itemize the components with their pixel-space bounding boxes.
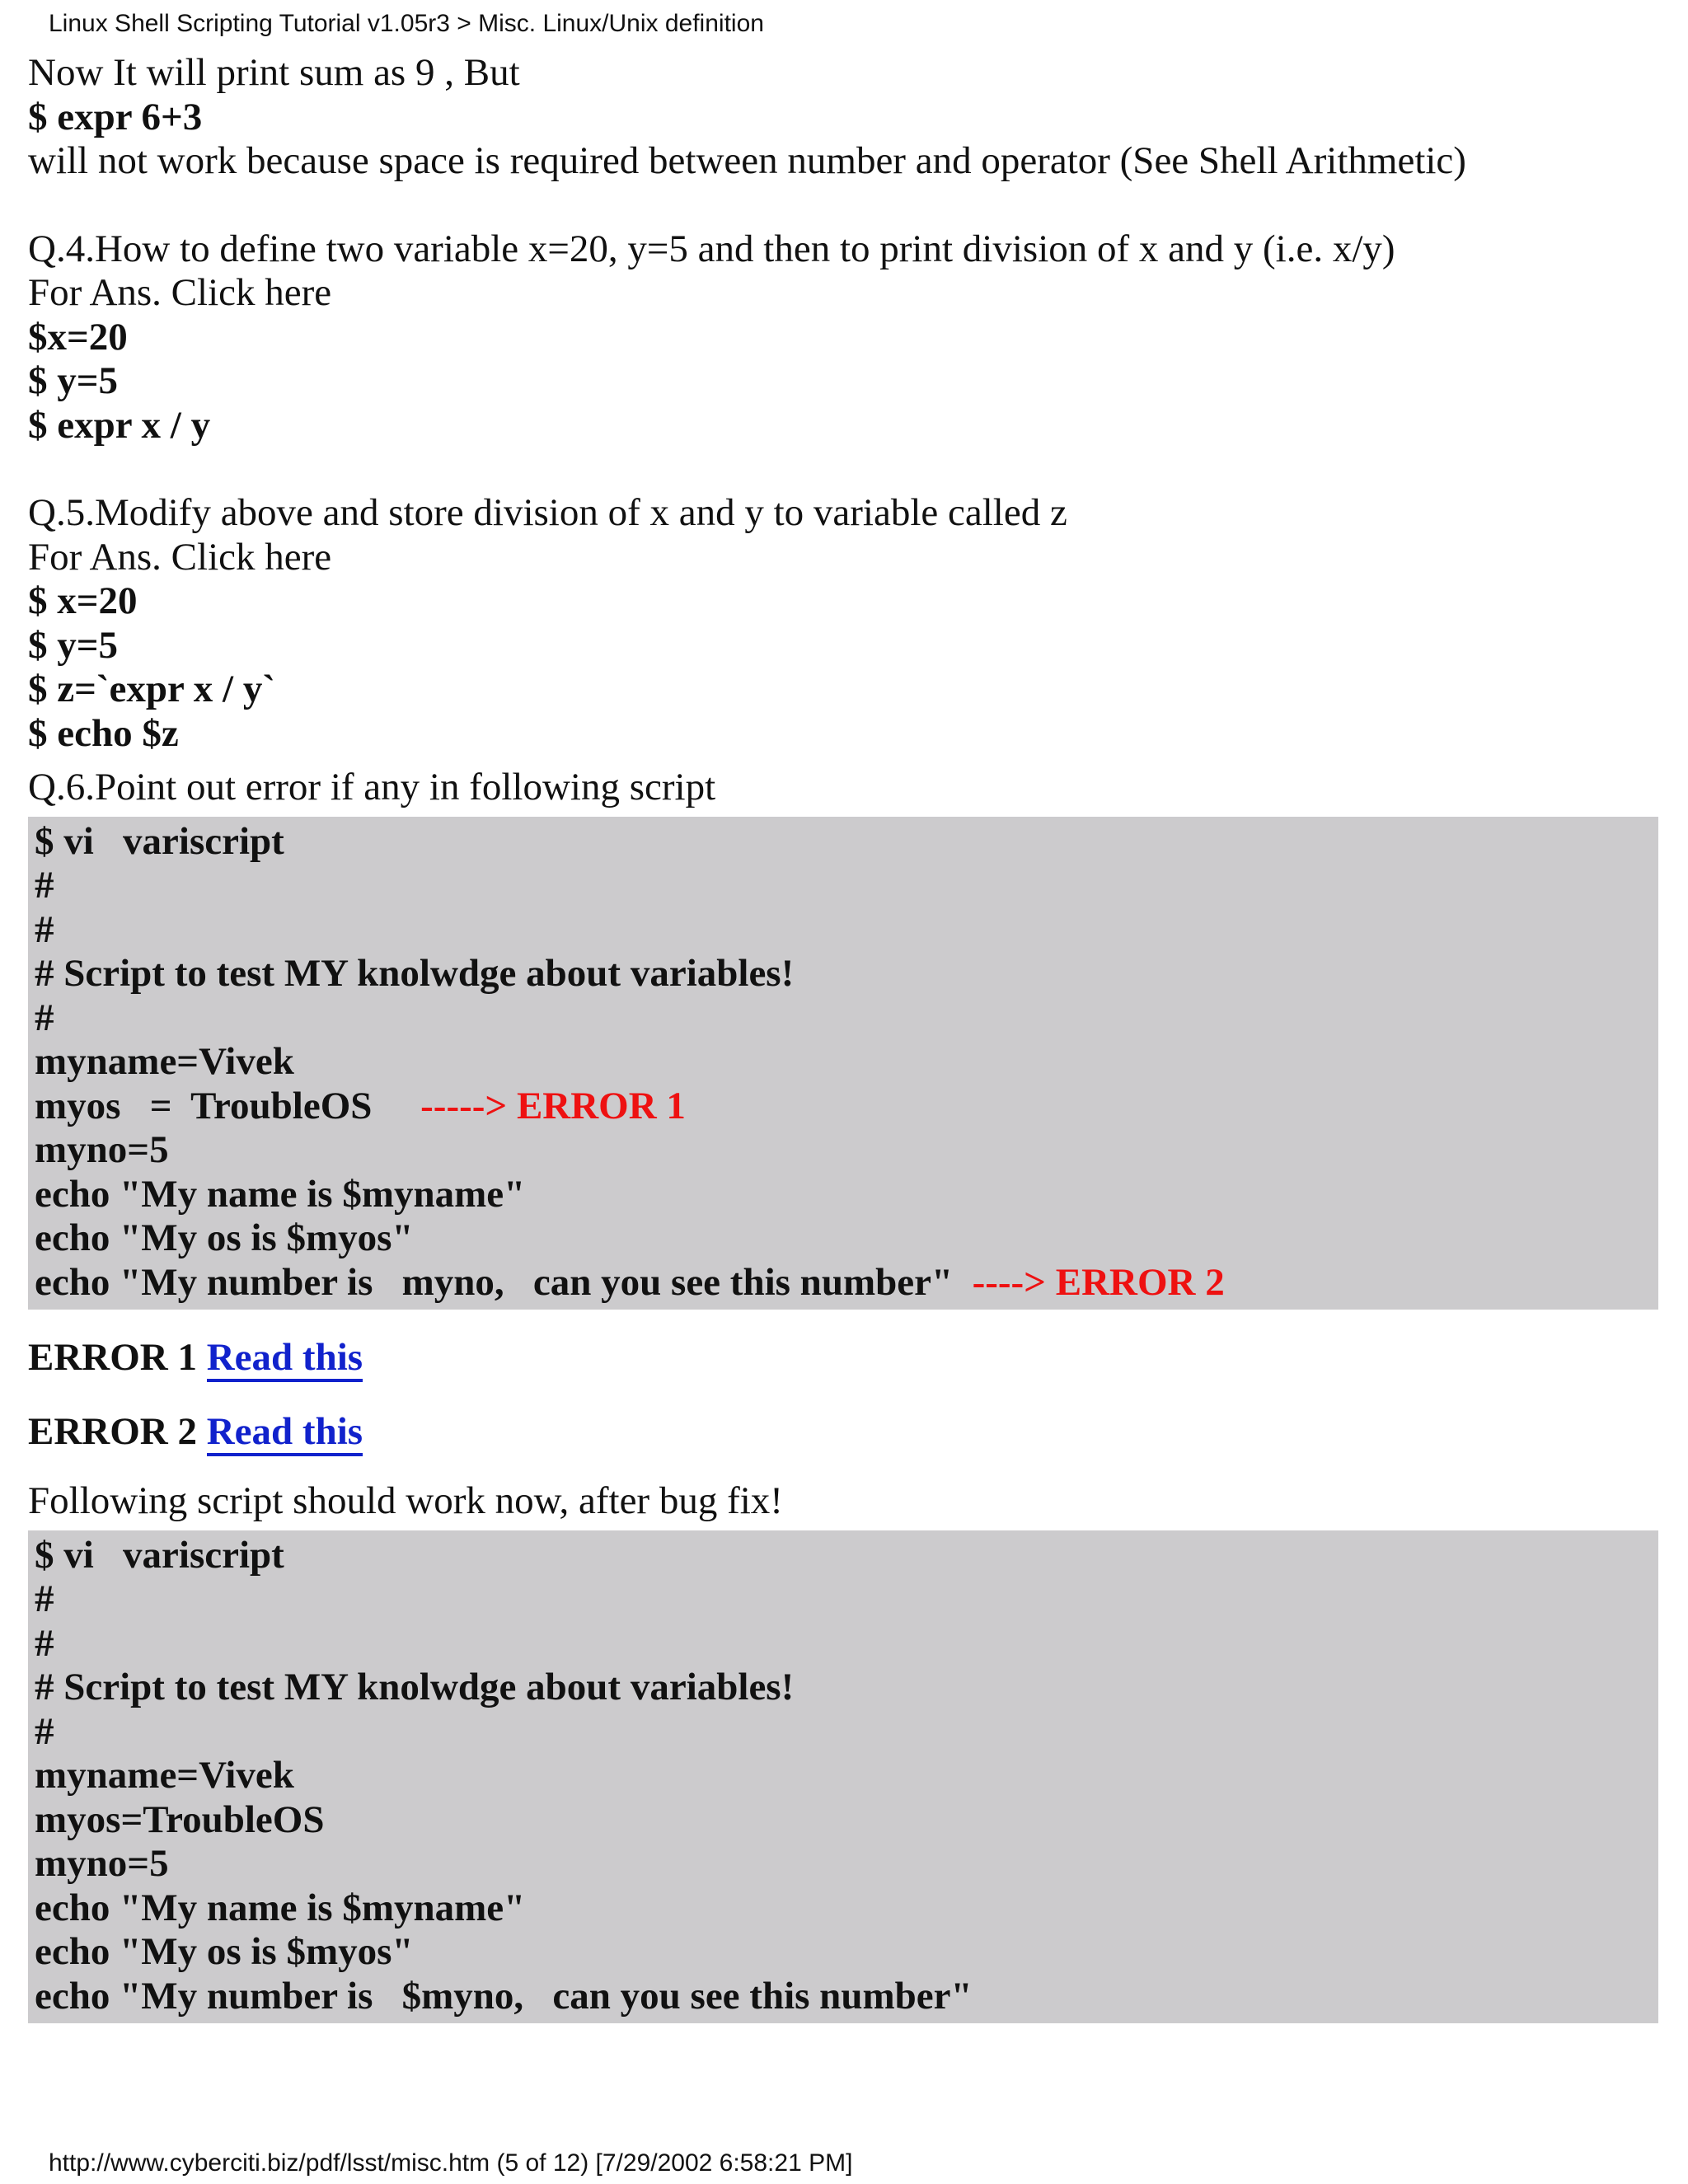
- script-line: myno=5: [35, 1842, 169, 1885]
- fix-note: Following script should work now, after bug fix!: [28, 1479, 783, 1522]
- error1-explanation: [28, 1331, 1660, 1384]
- script-line: #: [35, 1709, 54, 1753]
- q4-answer-link[interactable]: For Ans. Click here: [28, 271, 332, 314]
- q5-code-line: $ z=`expr x / y`: [28, 668, 276, 710]
- q5-code-line: $ x=20: [28, 579, 138, 622]
- error1-read-link[interactable]: Read this: [207, 1336, 363, 1382]
- q4-code-line: $ expr x / y: [28, 403, 211, 447]
- error2-label: ERROR 2: [28, 1410, 197, 1453]
- script-line: #: [35, 907, 54, 951]
- q5-code-line: $ echo $z: [28, 711, 179, 755]
- script-line: #: [35, 1577, 54, 1620]
- q4-question: Q.4.How to define two variable x=20, y=5 and then to print division of x and y (i.e. x/y): [28, 227, 1395, 270]
- script-line: myname=Vivek: [35, 1040, 294, 1083]
- q4-code-line: $ y=5: [28, 359, 119, 402]
- error1-label: ERROR 1: [28, 1336, 197, 1379]
- intro-line: Now It will print sum as 9 , But: [28, 51, 520, 94]
- script-line: myno=5: [35, 1128, 169, 1171]
- intro-explanation: will not work because space is required between number and operator (See Shell Arithmetic): [28, 139, 1466, 182]
- page-footer: http://www.cyberciti.biz/pdf/lsst/misc.htm (5 of 12) [7/29/2002 6:58:21 PM]: [49, 2149, 853, 2177]
- script-line: echo "My name is $myname": [35, 1172, 526, 1216]
- script-line-text: echo "My number is myno, can you see this number": [35, 1260, 954, 1304]
- intro-command: $ expr 6+3: [28, 95, 203, 138]
- q6-question: Q.6.Point out error if any in following script: [28, 766, 716, 808]
- q4-code-line: $x=20: [28, 315, 128, 359]
- buggy-script-box: [28, 817, 1658, 1310]
- script-line-error1: [35, 1085, 1658, 1129]
- script-line: $ vi variscript: [35, 819, 284, 863]
- q5-question: Q.5.Modify above and store division of x and y to variable called z: [28, 491, 1067, 534]
- script-line: #: [35, 996, 54, 1039]
- script-line: $ vi variscript: [35, 1533, 284, 1577]
- script-line: myname=Vivek: [35, 1754, 294, 1797]
- script-line: echo "My number is $myno, can you see this number": [35, 1974, 973, 2018]
- script-line: #: [35, 1621, 54, 1665]
- script-line: echo "My os is $myos": [35, 1930, 414, 1973]
- error2-explanation: [28, 1405, 1660, 1458]
- script-line: echo "My os is $myos": [35, 1216, 414, 1259]
- script-line: # Script to test MY knolwdge about variables!: [35, 952, 795, 995]
- fixed-script-box: [28, 1530, 1658, 2024]
- error2-marker: ----> ERROR 2: [972, 1260, 1225, 1304]
- script-line: myos=TroubleOS: [35, 1797, 325, 1841]
- q5-answer-link[interactable]: For Ans. Click here: [28, 535, 332, 579]
- error2-read-link[interactable]: Read this: [207, 1410, 363, 1456]
- q5-code-line: $ y=5: [28, 623, 119, 667]
- script-line: #: [35, 864, 54, 907]
- document-body: [28, 51, 1660, 2023]
- script-line: # Script to test MY knolwdge about variables!: [35, 1666, 795, 1708]
- script-line-error2: [35, 1261, 1658, 1305]
- error1-marker: -----> ERROR 1: [420, 1084, 686, 1127]
- script-line-text: myos = TroubleOS: [35, 1084, 373, 1127]
- page-header: Linux Shell Scripting Tutorial v1.05r3 > Misc. Linux/Unix definition: [49, 10, 764, 37]
- script-line: echo "My name is $myname": [35, 1886, 526, 1929]
